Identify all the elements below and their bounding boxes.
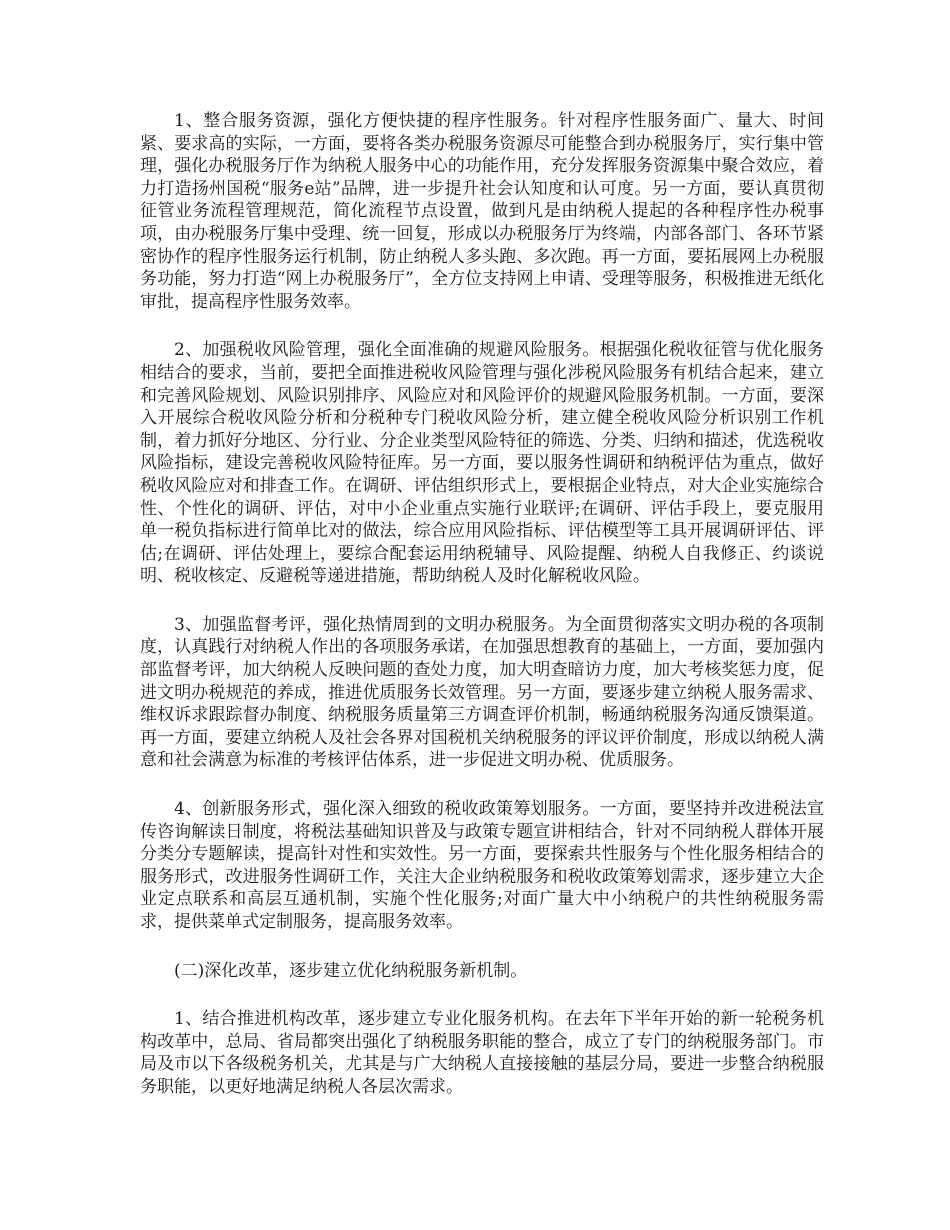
section-heading-deepen-reform: (二)深化改革，逐步建立优化纳税服务新机制。 bbox=[174, 960, 528, 981]
paragraph-institutional-reform: 1、结合推进机构改革，逐步建立专业化服务机构。在去年下半年开始的新一轮税务机构改革中，总局、省局都突出强化了纳税服务职能的整合，成立了专门的纳税服务部门。市局及市以下各级税务机关，尤其是与广大纳税人直接接触的基层分局，要进一步整合纳税服务职能，以更好地满足纳税人各层次需求。 bbox=[140, 1009, 824, 1097]
paragraph-innovate-service-forms: 4、创新服务形式，强化深入细致的税收政策筹划服务。一方面，要坚持并改进税法宣传咨询解读日制度，将税法基础知识普及与政策专题宣讲相结合，针对不同纳税人群体开展分类分专题解读，提高针对性和实效性。另一方面，要探索共性服务与个性化服务相结合的服务形式，改进服务性调研工作，关注大企业纳税服务和税收政策筹划需求，逐步建立大企业定点联系和高层互通机制，实施个性化服务;对面广量大中小纳税户的共性纳税服务需求，提供菜单式定制服务，提高服务效率。 bbox=[140, 799, 824, 932]
paragraph-risk-management: 2、加强税收风险管理，强化全面准确的规避风险服务。根据强化税收征管与优化服务相结合的要求，当前，要把全面推进税收风险管理与强化涉税风险服务有机结合起来，建立和完善风险规划、风险识别排序、风险应对和风险评价的规避风险服务机制。一方面，要深入开展综合税收风险分析和分税种专门税收风险分析，建立健全税收风险分析识别工作机制，着力抓好分地区、分行业、分企业类型风险特征的筛选、分类、归纳和描述，优选税收风险指标，建设完善税收风险特征库。另一方面，要以服务性调研和纳税评估为重点，做好税收风险应对和排查工作。在调研、评估组织形式上，要根据企业特点，对大企业实施综合性、个性化的调研、评估，对中小企业重点实施行业联评;在调研、评估手段上，要克服用单一税负指标进行简单比对的做法，综合应用风险指标、评估模型等工具开展调研评估、评估;在调研、评估处理上，要综合配套运用纳税辅导、风险提醒、纳税人自我修正、约谈说明、税收核定、反避税等递进措施，帮助纳税人及时化解税收风险。 bbox=[140, 340, 824, 587]
paragraph-supervision-evaluation: 3、加强监督考评，强化热情周到的文明办税服务。为全面贯彻落实文明办税的各项制度，认真践行对纳税人作出的各项服务承诺，在加强思想教育的基础上，一方面，要加强内部监督考评，加大纳税人反映问题的查处力度，加大明查暗访力度，加大考核奖惩力度，促进文明办税规范的养成，推进优质服务长效管理。另一方面，要逐步建立纳税人服务需求、维权诉求跟踪督办制度、纳税服务质量第三方调查评价机制，畅通纳税服务沟通反馈渠道。再一方面，要建立纳税人及社会各界对国税机关纳税服务的评议评价制度，形成以纳税人满意和社会满意为标准的考核评估体系，进一步促进文明办税、优质服务。 bbox=[140, 614, 824, 771]
paragraph-integrate-services: 1、整合服务资源，强化方便快捷的程序性服务。针对程序性服务面广、量大、时间紧、要求高的实际，一方面，要将各类办税服务资源尽可能整合到办税服务厅，实行集中管理，强化办税服务厅作为纳税人服务中心的功能作用，充分发挥服务资源集中聚合效应，着力打造扬州国税“服务e站”品牌，进一步提升社会认知度和认可度。另一方面，要认真贯彻征管业务流程管理规范，简化流程节点设置，做到凡是由纳税人提起的各种程序性办税事项，由办税服务厅集中受理、统一回复，形成以办税服务厅为终端，内部各部门、各环节紧密协作的程序性服务运行机制，防止纳税人多头跑、多次跑。再一方面，要拓展网上办税服务功能，努力打造“网上办税服务厅”，全方位支持网上申请、受理等服务，积极推进无纸化审批，提高程序性服务效率。 bbox=[140, 111, 824, 312]
